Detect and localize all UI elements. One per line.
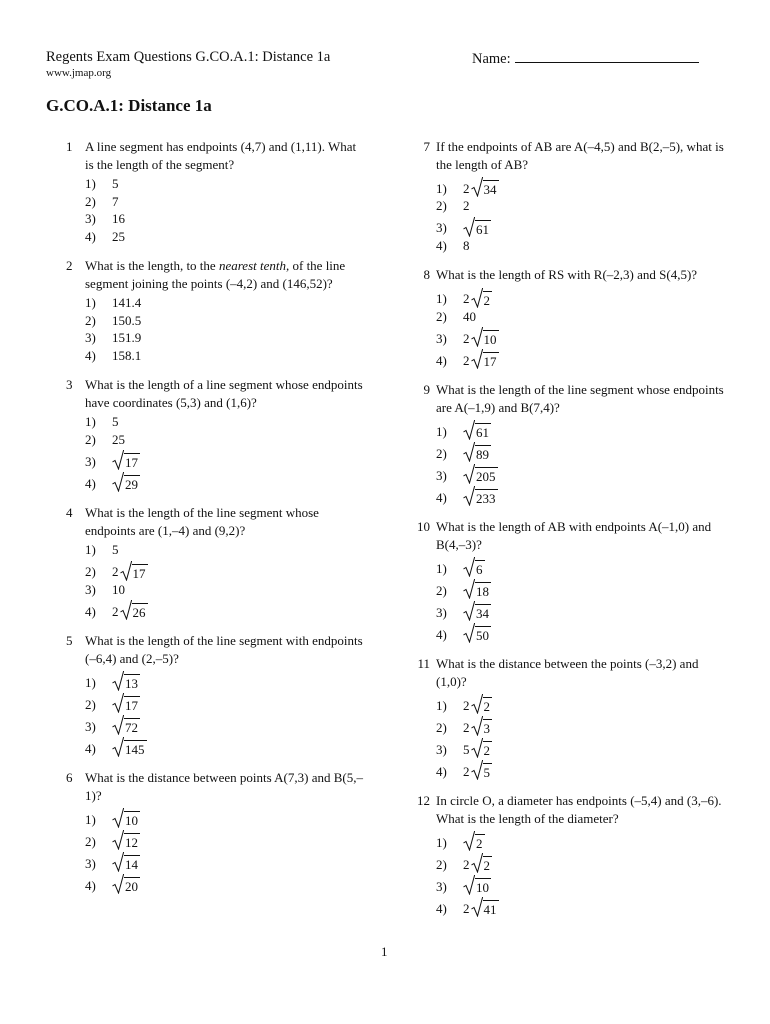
radicand: 17 xyxy=(132,565,146,581)
choice-value: 5 xyxy=(112,542,119,557)
radical-sign xyxy=(112,671,124,691)
square-root xyxy=(471,694,493,714)
answer-choice[interactable] xyxy=(436,873,730,895)
choice-label: 3) xyxy=(436,741,447,757)
choice-label: 1) xyxy=(436,697,447,713)
question-number: 3 xyxy=(66,377,73,392)
radicand: 50 xyxy=(476,628,489,643)
radical-sign xyxy=(120,600,132,620)
radical-sign xyxy=(471,853,483,873)
radical-sign xyxy=(463,442,475,462)
question-number: 2 xyxy=(66,258,73,273)
radicand: 6 xyxy=(476,562,483,577)
radical-coefficient: 2 xyxy=(463,697,470,713)
answer-choices xyxy=(85,669,366,757)
answer-choice[interactable] xyxy=(436,440,730,462)
square-root xyxy=(463,420,491,440)
choice-label: 3) xyxy=(85,330,96,345)
choice-label: 4) xyxy=(436,626,447,642)
question-number: 12 xyxy=(417,793,430,808)
square-root xyxy=(471,177,499,197)
radical-coefficient: 2 xyxy=(463,763,470,779)
choice-label: 1) xyxy=(436,291,447,306)
question-item xyxy=(66,376,366,492)
question-stem: A line segment has endpoints (4,7) and (1,11). What is the length of the segment? xyxy=(85,139,357,172)
radicand: 205 xyxy=(476,469,496,484)
square-root xyxy=(112,737,147,757)
answer-choice[interactable] xyxy=(85,329,366,347)
square-root xyxy=(463,579,491,599)
radicand: 5 xyxy=(483,765,490,780)
radical-coefficient: 5 xyxy=(463,741,470,757)
choice-label: 3) xyxy=(85,855,96,871)
radicand: 10 xyxy=(125,813,138,828)
radical-sign xyxy=(112,808,124,828)
square-root xyxy=(112,808,140,828)
choice-value: 7 xyxy=(112,193,119,209)
answer-choice[interactable] xyxy=(85,828,366,850)
section-heading: G.CO.A.1: Distance 1a xyxy=(46,96,212,115)
square-root xyxy=(463,623,491,643)
choice-value: 16 xyxy=(112,211,125,226)
choice-label: 2) xyxy=(436,308,447,324)
radicand: 34 xyxy=(483,182,497,197)
choice-label: 1) xyxy=(85,674,96,690)
radical-sign xyxy=(471,349,483,369)
stem-emphasis: nearest tenth, xyxy=(218,258,290,273)
question-item xyxy=(410,655,730,780)
answer-choice[interactable] xyxy=(436,555,730,577)
square-root xyxy=(112,671,140,691)
choice-label: 3) xyxy=(85,211,96,226)
answer-choice[interactable] xyxy=(85,470,366,492)
choice-label: 2) xyxy=(436,719,447,735)
question-item xyxy=(410,792,730,917)
choice-label: 3) xyxy=(85,581,96,597)
answer-choice[interactable] xyxy=(85,347,366,365)
choice-value: 10 xyxy=(112,581,125,597)
square-root xyxy=(463,831,485,851)
answer-choice[interactable] xyxy=(85,735,366,757)
choice-label: 2) xyxy=(85,696,96,712)
question-number: 7 xyxy=(423,139,430,154)
name-blank-line[interactable] xyxy=(515,49,699,63)
answer-choice[interactable] xyxy=(436,237,730,255)
choice-label: 2) xyxy=(85,431,96,447)
answer-choice[interactable] xyxy=(85,669,366,691)
answer-choices xyxy=(85,413,366,492)
radicand: 10 xyxy=(476,880,489,895)
answer-choice[interactable] xyxy=(85,581,366,599)
source-url: www.jmap.org xyxy=(46,67,112,79)
radicand: 13 xyxy=(125,676,138,691)
question-stem: What is the length of the line segment with endpoints (–6,4) and (2,–5)? xyxy=(85,633,363,666)
answer-choices xyxy=(85,806,366,894)
choice-label: 1) xyxy=(436,834,447,850)
answer-choice[interactable] xyxy=(85,448,366,470)
radicand: 29 xyxy=(125,477,138,492)
choice-label: 1) xyxy=(436,180,447,196)
answer-choice[interactable] xyxy=(436,736,730,758)
radicand: 14 xyxy=(125,857,138,872)
answer-choices xyxy=(85,175,366,245)
square-root xyxy=(120,600,148,620)
choice-label: 2) xyxy=(85,193,96,209)
radical-sign xyxy=(463,486,475,506)
square-root xyxy=(471,716,493,736)
square-root xyxy=(471,327,499,347)
radicand: 10 xyxy=(483,332,497,347)
question-item xyxy=(66,504,366,620)
answer-choice[interactable] xyxy=(436,418,730,440)
answer-choice[interactable] xyxy=(436,577,730,599)
radical-sign xyxy=(471,694,483,714)
answer-choice[interactable] xyxy=(436,895,730,917)
answer-choice[interactable] xyxy=(85,175,366,193)
answer-choices xyxy=(436,286,730,370)
name-label: Name: xyxy=(472,51,511,67)
radicand: 26 xyxy=(132,605,146,620)
radicand: 12 xyxy=(125,835,138,850)
square-root xyxy=(463,486,498,506)
choice-value: 40 xyxy=(463,308,476,324)
choice-value: 141.4 xyxy=(112,295,142,310)
radical-sign xyxy=(471,288,483,308)
question-number: 5 xyxy=(66,633,73,648)
question-stem xyxy=(85,257,366,292)
answer-choices xyxy=(85,541,366,620)
radical-sign xyxy=(471,897,483,917)
choice-label: 2) xyxy=(436,582,447,598)
choice-label: 4) xyxy=(436,900,447,916)
question-stem: What is the length of the line segment whose endpoints are A(–1,9) and B(7,4)? xyxy=(436,382,724,415)
answer-choice[interactable] xyxy=(436,286,730,308)
choice-label: 2) xyxy=(85,833,96,849)
radicand: 3 xyxy=(483,721,490,736)
square-root xyxy=(463,875,491,895)
radical-sign xyxy=(120,561,132,581)
square-root xyxy=(463,442,491,462)
choice-label: 3) xyxy=(436,220,447,235)
square-root xyxy=(471,897,499,917)
choice-label: 2) xyxy=(85,312,96,328)
answer-choice[interactable] xyxy=(85,210,366,228)
answer-choice[interactable] xyxy=(85,413,366,431)
radicand: 233 xyxy=(476,491,496,506)
square-root xyxy=(112,852,140,872)
radicand: 2 xyxy=(483,858,490,873)
answer-choices xyxy=(436,175,730,254)
answer-choice[interactable] xyxy=(436,714,730,736)
choice-label: 2) xyxy=(436,856,447,872)
radical-sign xyxy=(112,852,124,872)
answer-choice[interactable] xyxy=(436,484,730,506)
answer-choice[interactable] xyxy=(436,692,730,714)
square-root xyxy=(463,464,498,484)
radicand: 34 xyxy=(476,606,489,621)
question-stem: What is the length of AB with endpoints A(–1,0) and B(4,–3)? xyxy=(436,519,712,552)
answer-choice[interactable] xyxy=(85,294,366,312)
question-number: 8 xyxy=(423,267,430,282)
choice-value: 5 xyxy=(112,414,119,429)
question-number: 9 xyxy=(423,382,430,397)
square-root xyxy=(120,561,148,581)
choice-label: 4) xyxy=(85,475,96,491)
radical-sign xyxy=(463,601,475,621)
choice-label: 1) xyxy=(436,560,447,576)
choice-label: 4) xyxy=(436,489,447,505)
question-number: 11 xyxy=(417,656,430,671)
radical-sign xyxy=(471,327,483,347)
answer-choice[interactable] xyxy=(436,758,730,780)
choice-label: 1) xyxy=(85,295,96,310)
radical-sign xyxy=(471,716,483,736)
radical-sign xyxy=(471,738,483,758)
radical-coefficient: 2 xyxy=(463,856,470,872)
answer-choice[interactable] xyxy=(85,541,366,559)
choice-label: 3) xyxy=(436,604,447,620)
choice-label: 1) xyxy=(436,423,447,439)
radicand: 2 xyxy=(483,292,490,308)
choice-label: 3) xyxy=(85,718,96,734)
question-stem: What is the length of the line segment whose endpoints are (1,–4) and (9,2)? xyxy=(85,505,319,538)
choice-value: 150.5 xyxy=(112,312,142,328)
choice-label: 2) xyxy=(436,198,447,213)
answer-choice[interactable] xyxy=(85,228,366,246)
answer-choices xyxy=(436,829,730,917)
radical-sign xyxy=(463,217,475,237)
choice-value: 25 xyxy=(112,431,125,447)
choice-value: 8 xyxy=(463,237,470,253)
radical-coefficient: 2 xyxy=(112,603,119,619)
radical-coefficient: 2 xyxy=(112,564,119,579)
radicand: 61 xyxy=(476,221,489,237)
choice-value: 2 xyxy=(463,198,470,213)
radical-coefficient: 2 xyxy=(463,291,470,306)
choice-label: 4) xyxy=(85,347,96,363)
radicand: 17 xyxy=(483,354,497,369)
answer-choices xyxy=(85,294,366,364)
question-stem: What is the length of a line segment whose endpoints have coordinates (5,3) and (1,6)? xyxy=(85,377,363,410)
question-item xyxy=(410,266,730,369)
radical-coefficient: 2 xyxy=(463,330,470,346)
question-item xyxy=(66,769,366,894)
square-root xyxy=(463,601,491,621)
question-number: 1 xyxy=(66,139,73,154)
radicand: 18 xyxy=(476,584,489,599)
radical-coefficient: 2 xyxy=(463,719,470,735)
choice-label: 1) xyxy=(85,176,96,191)
radical-sign xyxy=(463,464,475,484)
answer-choice[interactable] xyxy=(85,598,366,620)
square-root xyxy=(112,450,140,470)
square-root xyxy=(463,557,485,577)
choice-value: 158.1 xyxy=(112,347,142,363)
question-item xyxy=(410,381,730,506)
choice-value: 25 xyxy=(112,228,125,244)
answer-choice[interactable] xyxy=(85,193,366,211)
radical-sign xyxy=(463,420,475,440)
radicand: 2 xyxy=(483,743,490,758)
answer-choices xyxy=(436,418,730,506)
question-item xyxy=(66,138,366,245)
square-root xyxy=(471,738,493,758)
answer-choice[interactable] xyxy=(436,829,730,851)
choice-label: 4) xyxy=(436,763,447,779)
stem-text: of the line segment joining the points (–4,2) and (146,52)? xyxy=(85,258,346,291)
worksheet-title: Regents Exam Questions G.CO.A.1: Distance 1a xyxy=(46,49,331,65)
stem-text: What is the length, to the xyxy=(85,258,219,273)
radicand: 20 xyxy=(125,879,138,894)
radicand: 89 xyxy=(476,447,489,462)
square-root xyxy=(112,693,140,713)
radical-sign xyxy=(463,557,475,577)
radical-sign xyxy=(471,760,483,780)
choice-label: 2) xyxy=(436,445,447,461)
answer-choice[interactable] xyxy=(85,713,366,735)
radicand: 41 xyxy=(483,902,497,917)
answer-choice[interactable] xyxy=(436,215,730,237)
radicand: 72 xyxy=(125,720,138,735)
choice-label: 2) xyxy=(85,564,96,579)
question-stem: What is the distance between the points (–3,2) and (1,0)? xyxy=(436,656,699,689)
answer-choice[interactable] xyxy=(85,872,366,894)
radicand: 17 xyxy=(125,698,138,713)
square-root xyxy=(471,288,493,308)
radical-sign xyxy=(463,623,475,643)
answer-choice[interactable] xyxy=(436,851,730,873)
radicand: 17 xyxy=(125,455,138,470)
answer-choices xyxy=(436,692,730,780)
choice-label: 4) xyxy=(436,352,447,368)
answer-choice[interactable] xyxy=(85,850,366,872)
page-number: 1 xyxy=(381,944,388,959)
answer-choice[interactable] xyxy=(436,621,730,643)
square-root xyxy=(112,472,140,492)
radical-sign xyxy=(463,831,475,851)
choice-value: 5 xyxy=(112,176,119,191)
right-question-column xyxy=(410,138,730,929)
radical-coefficient: 2 xyxy=(463,352,470,368)
radical-sign xyxy=(471,177,483,197)
answer-choice[interactable] xyxy=(436,308,730,326)
square-root xyxy=(471,349,499,369)
question-number: 4 xyxy=(66,505,73,520)
answer-choice[interactable] xyxy=(436,325,730,347)
question-item xyxy=(410,138,730,254)
name-field[interactable] xyxy=(472,49,699,68)
question-item xyxy=(66,257,366,364)
radicand: 61 xyxy=(476,425,489,440)
question-stem: What is the length of RS with R(–2,3) and S(4,5)? xyxy=(436,267,698,282)
left-question-column xyxy=(66,138,366,906)
choice-label: 4) xyxy=(436,237,447,253)
choice-label: 4) xyxy=(85,603,96,619)
answer-choice[interactable] xyxy=(85,806,366,828)
answer-choice[interactable] xyxy=(436,175,730,197)
choice-label: 3) xyxy=(85,453,96,469)
square-root xyxy=(471,760,493,780)
answer-choice[interactable] xyxy=(436,599,730,621)
radicand: 2 xyxy=(483,699,490,714)
choice-label: 4) xyxy=(85,228,96,244)
choice-label: 3) xyxy=(436,878,447,894)
choice-label: 1) xyxy=(85,811,96,827)
choice-label: 3) xyxy=(436,330,447,346)
radicand: 2 xyxy=(476,836,483,851)
answer-choices xyxy=(436,555,730,643)
radical-sign xyxy=(112,715,124,735)
radical-sign xyxy=(112,737,124,757)
question-item xyxy=(66,632,366,757)
choice-label: 1) xyxy=(85,542,96,557)
square-root xyxy=(471,853,493,873)
answer-choice[interactable] xyxy=(85,691,366,713)
question-stem: In circle O, a diameter has endpoints (–5,4) and (3,–6). What is the length of the diameter? xyxy=(436,793,722,826)
answer-choice[interactable] xyxy=(436,347,730,369)
question-item xyxy=(410,518,730,643)
square-root xyxy=(112,874,140,894)
answer-choice[interactable] xyxy=(85,559,366,581)
answer-choice[interactable] xyxy=(436,462,730,484)
radical-coefficient: 2 xyxy=(463,180,470,196)
radical-sign xyxy=(112,874,124,894)
choice-label: 4) xyxy=(85,877,96,893)
radical-sign xyxy=(463,579,475,599)
answer-choice[interactable] xyxy=(436,197,730,215)
radical-sign xyxy=(112,472,124,492)
answer-choice[interactable] xyxy=(85,431,366,449)
radical-sign xyxy=(463,875,475,895)
question-number: 6 xyxy=(66,770,73,785)
square-root xyxy=(112,715,140,735)
radical-sign xyxy=(112,450,124,470)
answer-choice[interactable] xyxy=(85,312,366,330)
square-root xyxy=(112,830,140,850)
radical-sign xyxy=(112,693,124,713)
question-stem: What is the distance between points A(7,3) and B(5,–1)? xyxy=(85,770,363,803)
square-root xyxy=(463,217,491,237)
choice-label: 4) xyxy=(85,740,96,756)
radical-sign xyxy=(112,830,124,850)
radical-coefficient: 2 xyxy=(463,900,470,916)
radicand: 145 xyxy=(125,742,145,757)
choice-label: 3) xyxy=(436,467,447,483)
question-number: 10 xyxy=(417,519,430,534)
choice-value: 151.9 xyxy=(112,330,142,345)
question-stem: If the endpoints of AB are A(–4,5) and B(2,–5), what is the length of AB? xyxy=(436,139,724,172)
choice-label: 1) xyxy=(85,414,96,429)
